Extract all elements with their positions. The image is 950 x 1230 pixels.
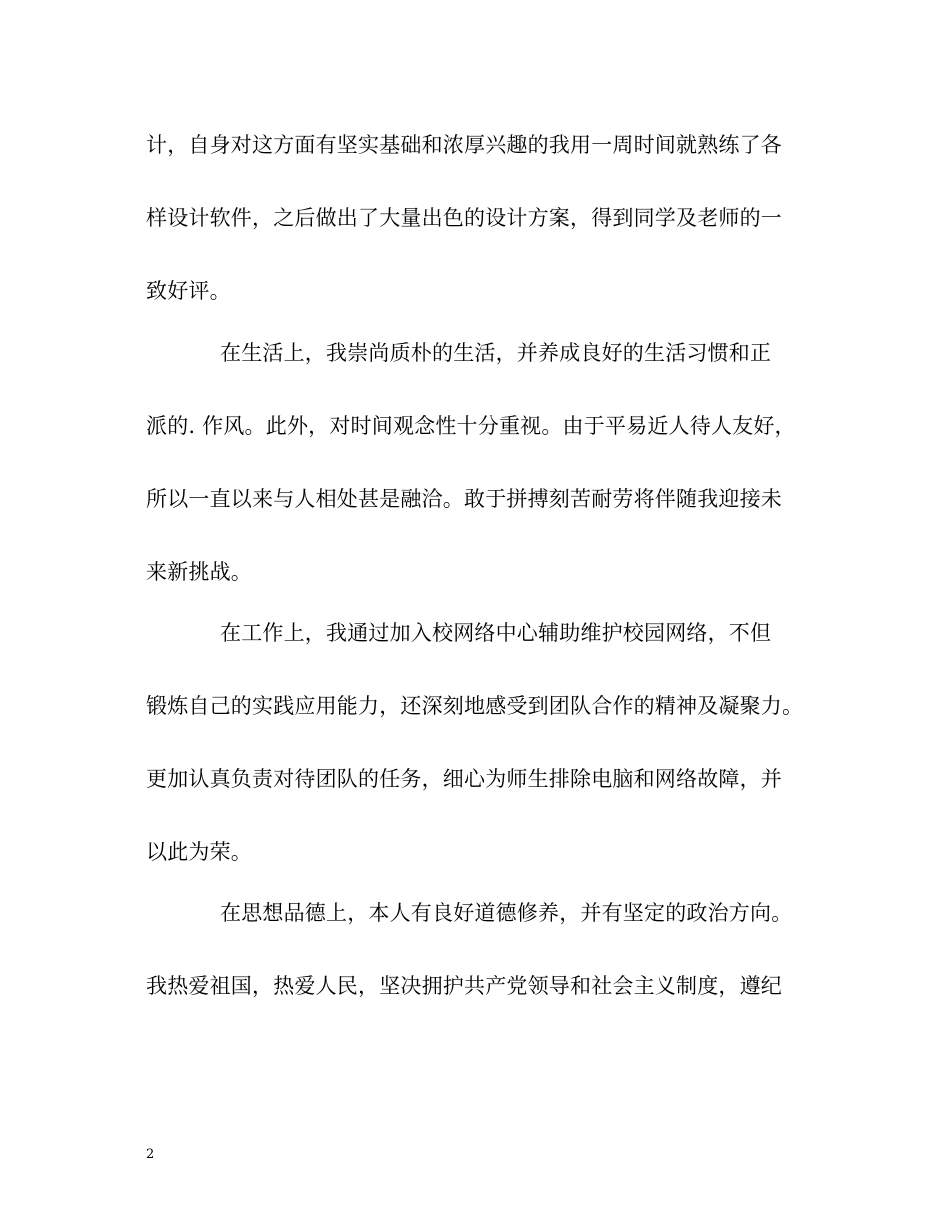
body-text-line: 更加认真负责对待团队的任务，细心为师生排除电脑和网络故障，并 <box>146 767 782 791</box>
body-text-line: 派的. 作风。此外，对时间观念性十分重视。由于平易近人待人友好， <box>146 414 796 438</box>
body-text-line: 样设计软件，之后做出了大量出色的设计方案，得到同学及老师的一 <box>146 206 782 230</box>
body-text-line: 所以一直以来与人相处甚是融洽。敢于拼搏刻苦耐劳将伴随我迎接未 <box>146 487 782 511</box>
body-text-line: 锻炼自己的实践应用能力，还深刻地感受到团队合作的精神及凝聚力。 <box>146 694 804 718</box>
body-text-line: 我热爱祖国，热爱人民，坚决拥护共产党领导和社会主义制度，遵纪 <box>146 974 782 998</box>
body-text-line: 以此为荣。 <box>146 840 252 864</box>
body-text-line: 来新挑战。 <box>146 560 252 584</box>
page-number: 2 <box>146 1147 155 1162</box>
paragraph-start-line: 在思想品德上，本人有良好道德修养，并有坚定的政治方向。 <box>220 901 793 925</box>
paragraph-start-line: 在工作上，我通过加入校网络中心辅助维护校园网络，不但 <box>220 621 772 645</box>
body-text-line: 计，自身对这方面有坚实基础和浓厚兴趣的我用一周时间就熟练了各 <box>146 133 782 157</box>
body-text-line: 致好评。 <box>146 279 231 303</box>
paragraph-start-line: 在生活上，我崇尚质朴的生活，并养成良好的生活习惯和正 <box>220 341 772 365</box>
